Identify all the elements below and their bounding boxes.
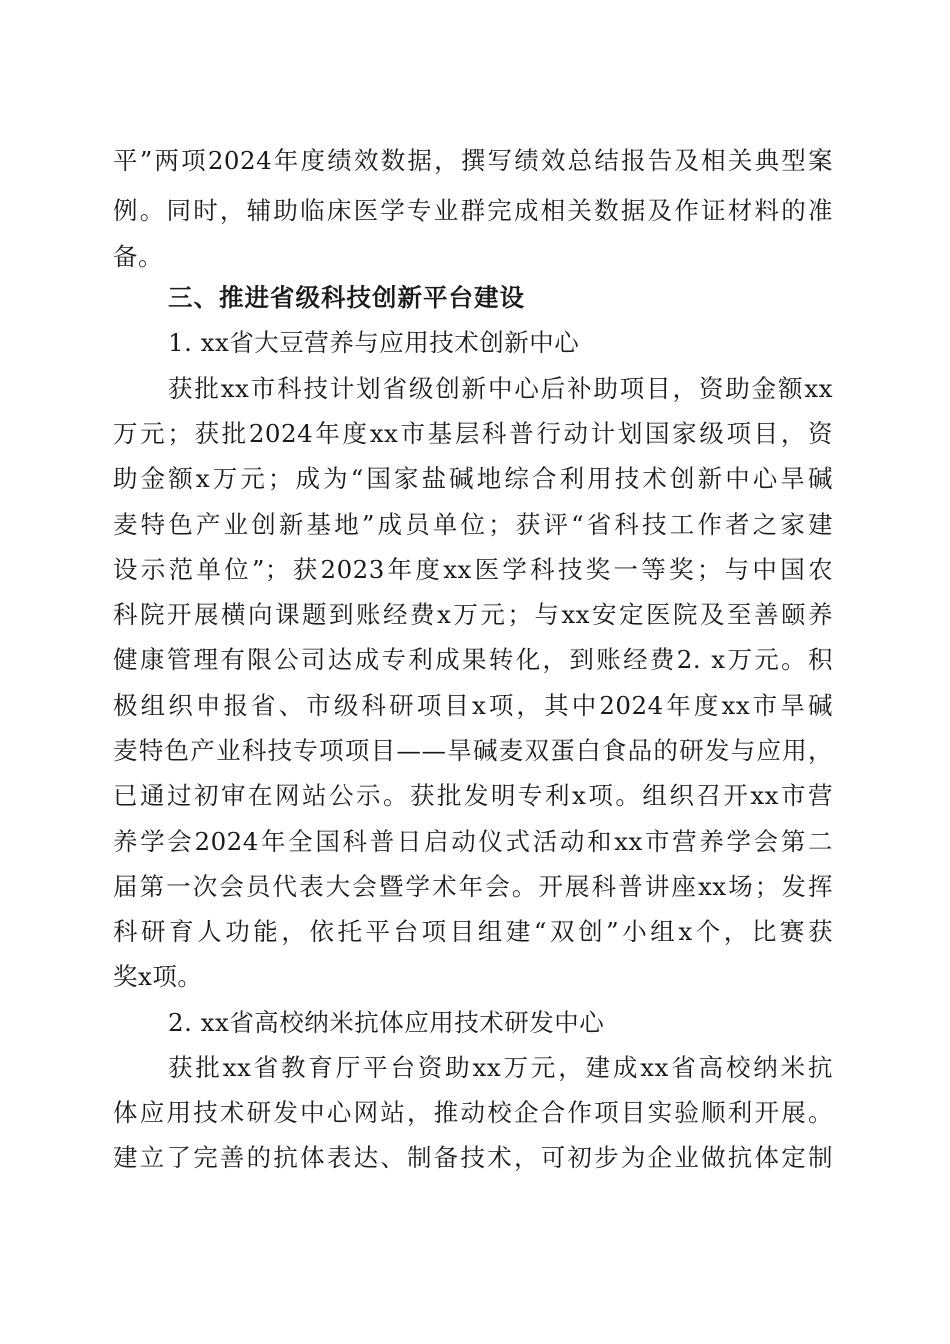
section-heading: 三、推进省级科技创新平台建设: [168, 283, 525, 312]
paragraph-line: 麦特色产业创新基地”成员单位；获评“省科技工作者之家建: [113, 510, 833, 539]
paragraph-line: 已通过初审在网站公示。获批发明专利x项。组织召开xx市营: [113, 781, 833, 810]
paragraph-line: 届第一次会员代表大会暨学术年会。开展科普讲座xx场；发挥: [113, 872, 833, 901]
paragraph-line: 建立了完善的抗体表达、制备技术，可初步为企业做抗体定制: [113, 1143, 833, 1172]
paragraph-line: 例。同时，辅助临床医学专业群完成相关数据及作证材料的准: [113, 196, 833, 225]
paragraph-line: 健康管理有限公司达成专利成果转化，到账经费2. x万元。积: [113, 645, 833, 674]
paragraph-line: 平”两项2024年度绩效数据，撰写绩效总结报告及相关典型案: [113, 146, 833, 175]
paragraph-line: 万元；获批2024年度xx市基层科普行动计划国家级项目，资: [113, 419, 833, 448]
paragraph-line: 获批xx省教育厅平台资助xx万元，建成xx省高校纳米抗: [168, 1053, 833, 1082]
subsection-heading: 2. xx省高校纳米抗体应用技术研发中心: [168, 1008, 605, 1037]
subsection-heading: 1. xx省大豆营养与应用技术创新中心: [168, 328, 580, 357]
paragraph-line: 设示范单位”；获2023年度xx医学科技奖一等奖；与中国农: [113, 555, 833, 584]
paragraph-line: 体应用技术研发中心网站，推动校企合作项目实验顺利开展。: [113, 1098, 833, 1127]
paragraph-line: 极组织申报省、市级科研项目x项，其中2024年度xx市旱碱: [113, 691, 833, 720]
paragraph-line: 科院开展横向课题到账经费x万元；与xx安定医院及至善颐养: [113, 600, 833, 629]
paragraph-line: 麦特色产业科技专项项目——旱碱麦双蛋白食品的研发与应用，: [113, 736, 833, 765]
paragraph-line: 养学会2024年全国科普日启动仪式活动和xx市营养学会第二: [113, 827, 833, 856]
paragraph-line: 备。: [113, 242, 163, 271]
paragraph-line: 奖x项。: [113, 962, 203, 991]
paragraph-line: 获批xx市科技计划省级创新中心后补助项目，资助金额xx: [168, 374, 833, 403]
paragraph-line: 科研育人功能，依托平台项目组建“双创”小组x个，比赛获: [113, 917, 833, 946]
paragraph-line: 助金额x万元；成为“国家盐碱地综合利用技术创新中心旱碱: [113, 464, 833, 493]
